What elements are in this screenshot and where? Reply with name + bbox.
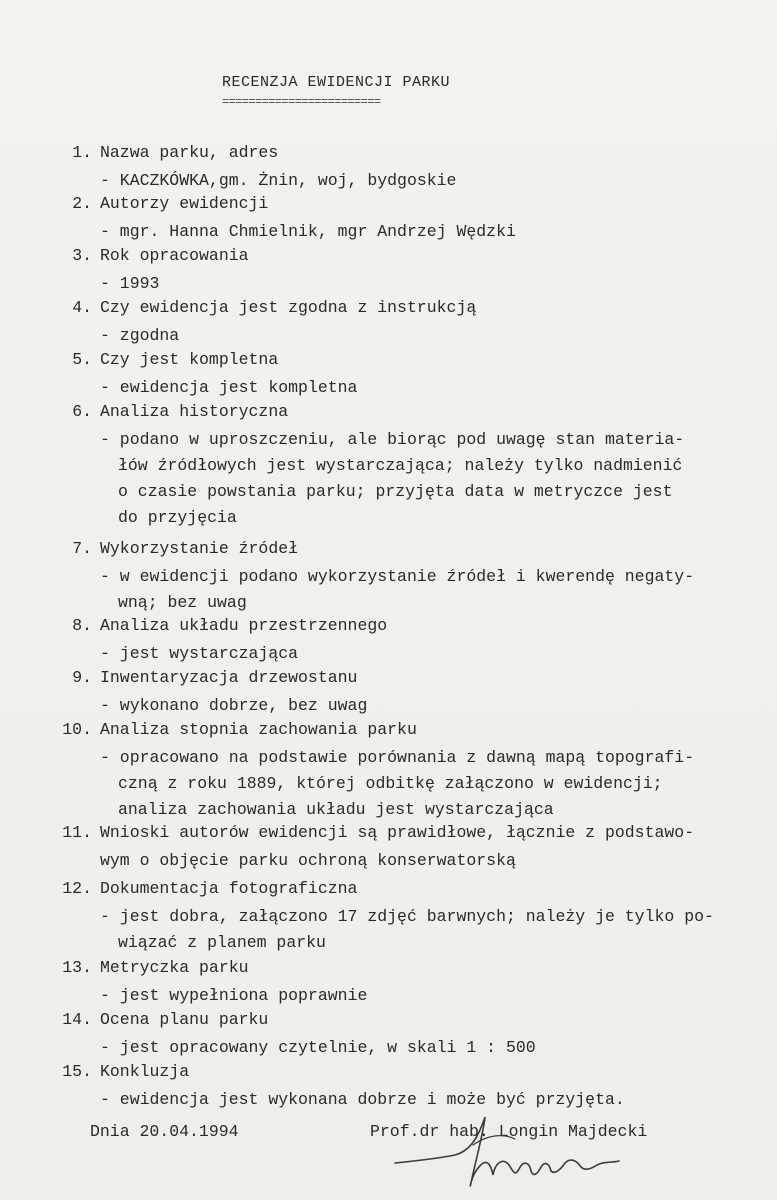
item-number: 6. [72,402,92,421]
footer-date: Dnia 20.04.1994 [90,1122,239,1141]
item-number: 14. [62,1010,92,1029]
title-underline: ======================== [222,95,381,109]
item-detail-line: łów źródłowych jest wystarczająca; należy tylko nadmienić [118,456,683,475]
item-heading: Dokumentacja fotograficzna [100,879,358,898]
item-heading: Autorzy ewidencji [100,194,269,213]
item-number: 5. [72,350,92,369]
item-heading: Inwentaryzacja drzewostanu [100,668,358,687]
item-heading: Rok opracowania [100,246,249,265]
item-heading: Analiza stopnia zachowania parku [100,720,417,739]
item-heading: Analiza układu przestrzennego [100,616,388,635]
item-number: 8. [72,616,92,635]
item-heading: Konkluzja [100,1062,190,1081]
item-heading: Nazwa parku, adres [100,143,279,162]
item-detail-line: wną; bez uwag [118,593,247,612]
item-detail-line: - wykonano dobrze, bez uwag [100,696,368,715]
item-detail-line: - ewidencja jest wykonana dobrze i może być przyjęta. [100,1090,625,1109]
item-detail-line: - podano w uproszczeniu, ale biorąc pod uwagę stan materia- [100,430,685,449]
item-detail-line: do przyjęcia [118,508,237,527]
item-number: 2. [72,194,92,213]
item-heading: Wnioski autorów ewidencji są prawidłowe, łącznie z podstawo- [100,823,695,842]
item-number: 12. [62,879,92,898]
item-detail-line: - 1993 [100,274,160,293]
item-heading: Metryczka parku [100,958,249,977]
item-detail-line: - opracowano na podstawie porównania z dawną mapą topografi- [100,748,695,767]
item-heading: Czy ewidencja jest zgodna z instrukcją [100,298,477,317]
footer-author: Prof.dr hab. Longin Majdecki [370,1122,648,1141]
item-detail-line: - jest dobra, załączono 17 zdjęć barwnych; należy je tylko po- [100,907,714,926]
item-heading: Wykorzystanie źródeł [100,539,299,558]
item-detail-line: - zgodna [100,326,180,345]
item-number: 7. [72,539,92,558]
item-heading: Analiza historyczna [100,402,289,421]
item-detail-line: o czasie powstania parku; przyjęta data w metryczce jest [118,482,673,501]
item-number: 1. [72,143,92,162]
item-number: 11. [62,823,92,842]
item-detail-line: - w ewidencji podano wykorzystanie źródeł i kwerendę negaty- [100,567,695,586]
item-detail-line: - ewidencja jest kompletna [100,378,358,397]
item-heading: Ocena planu parku [100,1010,269,1029]
item-number: 15. [62,1062,92,1081]
item-heading: Czy jest kompletna [100,350,279,369]
item-detail-line: - jest wypełniona poprawnie [100,986,368,1005]
item-detail-line: - KACZKÓWKA,gm. Żnin, woj, bydgoskie [100,171,457,190]
item-detail-line: czną z roku 1889, której odbitkę załączono w ewidencji; [118,774,663,793]
item-detail-line: - jest wystarczająca [100,644,299,663]
item-detail-line: - mgr. Hanna Chmielnik, mgr Andrzej Wędzki [100,222,516,241]
item-detail-line: analiza zachowania układu jest wystarczająca [118,800,554,819]
signature-image [375,1105,635,1200]
item-number: 13. [62,958,92,977]
item-number: 9. [72,668,92,687]
item-detail-line: wiązać z planem parku [118,933,326,952]
item-detail-line: wym o objęcie parku ochroną konserwatorską [100,851,516,870]
item-number: 10. [62,720,92,739]
document-title: RECENZJA EWIDENCJI PARKU [222,74,451,91]
item-number: 4. [72,298,92,317]
item-detail-line: - jest opracowany czytelnie, w skali 1 : 500 [100,1038,536,1057]
item-number: 3. [72,246,92,265]
